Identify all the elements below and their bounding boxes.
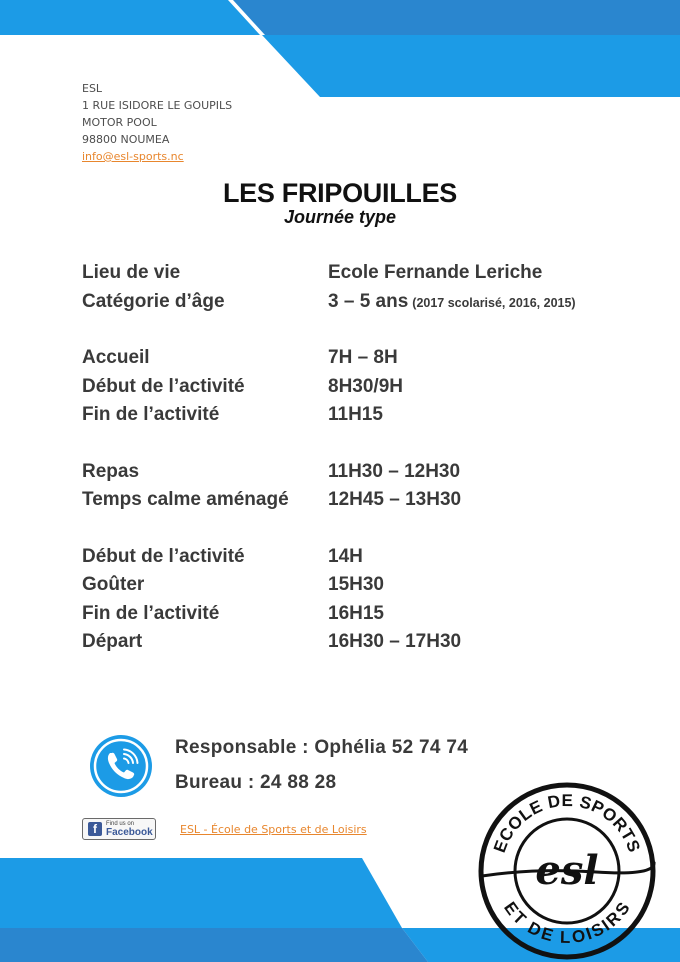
schedule-row	[82, 546, 642, 575]
schedule-value: 8H30/9H	[328, 375, 403, 397]
schedule-value: 11H30 – 12H30	[328, 460, 461, 482]
schedule-value: 16H30 – 17H30	[328, 631, 462, 652]
logo-top-text: ECOLE DE SPORTS	[490, 790, 644, 856]
schedule-row	[82, 404, 642, 433]
svg-text:ECOLE DE SPORTS	[490, 791, 644, 855]
schedule-value: 14H	[328, 545, 363, 567]
esl-logo	[476, 780, 658, 962]
contact-bureau: Bureau : 24 88 28	[175, 772, 337, 793]
bottom-left-band	[0, 858, 402, 928]
top-right-band	[262, 35, 680, 97]
page-title: LES FRIPOUILLES	[222, 178, 458, 208]
facebook-badge[interactable]	[82, 818, 156, 840]
facebook-badge-text: Facebook	[106, 827, 153, 838]
schedule-row	[82, 262, 642, 291]
schedule-row	[82, 489, 642, 518]
schedule-value: 16H15	[328, 602, 384, 624]
email-link[interactable]: info@esl-sports.nc	[82, 150, 184, 163]
top-stripe-shape	[233, 0, 680, 35]
schedule	[82, 262, 642, 660]
schedule-value: 11H15	[328, 404, 383, 425]
schedule-label: Accueil	[82, 347, 150, 368]
schedule-value: 7H – 8H	[328, 347, 398, 368]
schedule-row	[82, 347, 642, 376]
page-subtitle: Journée type	[283, 207, 397, 227]
address-line: 98800 NOUMEA	[82, 133, 170, 146]
address-line: 1 RUE ISIDORE LE GOUPILS	[82, 99, 233, 112]
schedule-value	[328, 291, 576, 313]
schedule-value-text: Ecole Fernande Leriche	[328, 262, 543, 283]
schedule-value	[328, 262, 542, 284]
schedule-row	[82, 603, 642, 632]
schedule-value: 12H45 – 13H30	[328, 489, 462, 510]
schedule-row	[82, 461, 642, 490]
schedule-row	[82, 631, 642, 660]
top-left-band	[0, 0, 260, 35]
schedule-row	[82, 376, 642, 405]
schedule-value: 15H30	[328, 574, 384, 595]
schedule-label: Début de l’activité	[82, 545, 245, 567]
schedule-label: Goûter	[82, 574, 145, 595]
schedule-value-text: 3 – 5 ans	[328, 290, 409, 312]
schedule-label: Temps calme aménagé	[82, 489, 289, 510]
schedule-label: Fin de l’activité	[82, 602, 220, 624]
contact-responsable: Responsable : Ophélia 52 74 74	[175, 737, 469, 758]
facebook-icon: f	[88, 822, 102, 836]
schedule-label: Repas	[82, 460, 140, 482]
address-block	[82, 80, 232, 165]
facebook-badge-small-text: Find us on	[106, 821, 135, 827]
schedule-label: Départ	[82, 631, 143, 652]
address-line: MOTOR POOL	[82, 116, 157, 129]
logo-bottom-text: ET DE LOISIRS	[500, 898, 634, 948]
schedule-row	[82, 291, 642, 320]
phone-icon	[88, 733, 154, 799]
bottom-stripe-shape	[0, 928, 428, 962]
address-line: ESL	[82, 82, 103, 95]
schedule-label: Début de l’activité	[82, 375, 245, 397]
logo-center-text: esl	[535, 847, 599, 894]
schedule-label: Fin de l’activité	[82, 404, 220, 425]
schedule-note: (2017 scolarisé, 2016, 2015)	[412, 295, 576, 310]
facebook-page-link[interactable]: ESL - École de Sports et de Loisirs	[180, 823, 367, 836]
schedule-label: Catégorie d’âge	[82, 290, 225, 312]
schedule-label: Lieu de vie	[82, 262, 181, 283]
schedule-row	[82, 574, 642, 603]
